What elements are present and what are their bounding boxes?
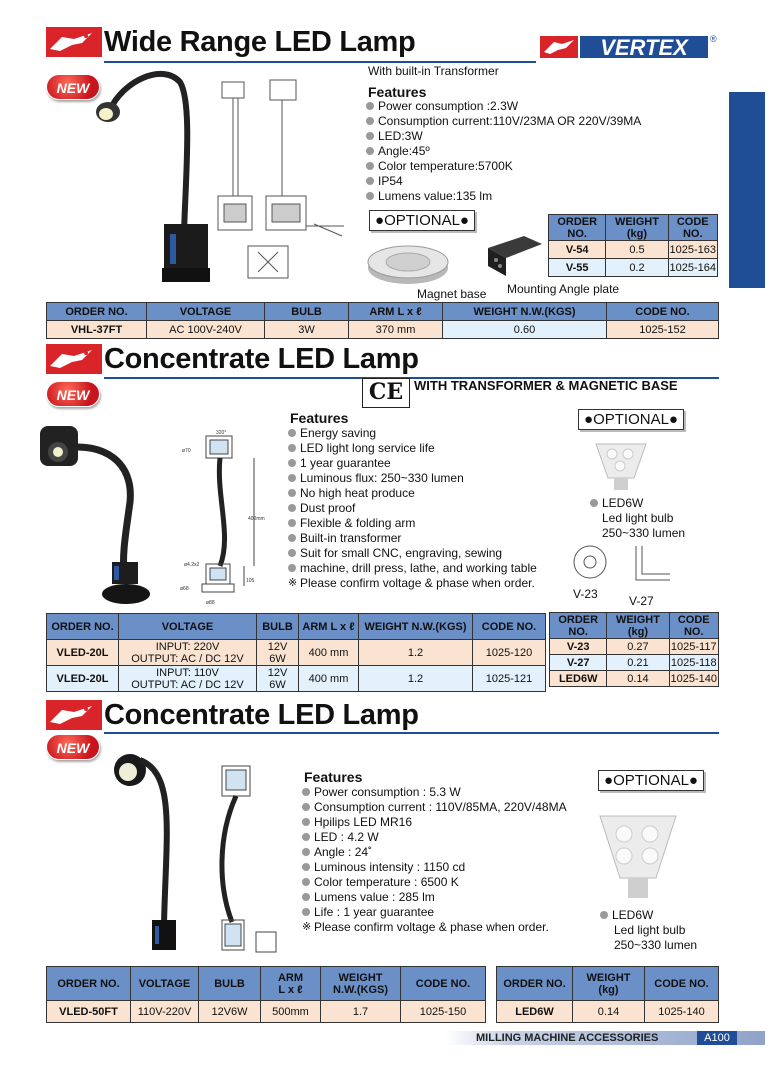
col-header: ARM L x ℓ — [261, 967, 321, 1001]
product2-optional-label: ●OPTIONAL● — [578, 409, 684, 430]
col-header: WEIGHT N.W.(KGS) — [359, 614, 473, 640]
cell: 1.2 — [359, 666, 473, 692]
product2-title: Concentrate LED Lamp — [104, 343, 419, 375]
feature-item: 1 year guarantee — [288, 456, 537, 471]
product3-main-table — [46, 966, 486, 1023]
mounting-angle-plate-image — [484, 230, 546, 280]
bulb-lumen: 250~330 lumen — [614, 938, 698, 952]
cell: 0.14 — [573, 1001, 645, 1023]
cell: V-54 — [549, 241, 606, 259]
cell: 12V6W — [199, 1001, 261, 1023]
feature-item: LED light long service life — [288, 441, 537, 456]
cell: INPUT: 220V OUTPUT: AC / DC 12V — [119, 640, 257, 666]
cell: 1025-164 — [668, 259, 717, 277]
title-rule — [104, 732, 719, 734]
feature-note: ※ Please confirm voltage & phase when order. — [288, 576, 535, 590]
feature-item: Suit for small CNC, engraving, sewing — [288, 546, 537, 561]
col-header: WEIGHT (kg) — [573, 967, 645, 1001]
feature-item: Life : 1 year guarantee — [302, 905, 567, 920]
col-header: ORDER NO. — [47, 614, 119, 640]
product3-feature-list — [302, 785, 567, 935]
feature-item: Dust proof — [288, 501, 537, 516]
feature-item: Angle:45º — [366, 144, 641, 159]
feature-item: Color temperature:5700K — [366, 159, 641, 174]
cell: 1025-140 — [645, 1001, 719, 1023]
bulb-desc: Led light bulb — [614, 923, 686, 937]
brand-eagle-icon — [46, 27, 102, 57]
col-header: BULB — [199, 967, 261, 1001]
bulb-desc: Led light bulb — [602, 511, 674, 525]
col-header: VOLTAGE — [119, 614, 257, 640]
feature-item: Color temperature : 6500 K — [302, 875, 567, 890]
feature-item: Luminous flux: 250~330 lumen — [288, 471, 537, 486]
cell: VLED-20L — [47, 640, 119, 666]
product1-feature-list — [366, 99, 641, 204]
led-bulb-image — [590, 438, 652, 492]
cell: V-27 — [550, 655, 607, 671]
feature-item: Lumens value:135 lm — [366, 189, 641, 204]
dim-label: ø4.2x2 — [184, 562, 200, 568]
col-header: ORDER NO. — [47, 303, 147, 321]
cell: VLED-20L — [47, 666, 119, 692]
col-header: ORDER NO. — [47, 967, 131, 1001]
feature-item: Lumens value : 285 lm — [302, 890, 567, 905]
col-header: CODE NO. — [645, 967, 719, 1001]
cell: 3W — [265, 321, 349, 339]
dim-label: ø68 — [180, 586, 189, 592]
col-header: WEIGHT N.W.(KGS) — [443, 303, 607, 321]
feature-item: Flexible & folding arm — [288, 516, 537, 531]
cell: 12V 6W — [257, 666, 299, 692]
product1-technical-drawing — [214, 76, 354, 284]
feature-item: LED : 4.2 W — [302, 830, 567, 845]
feature-item: Energy saving — [288, 426, 537, 441]
dim-label: ø70 — [182, 448, 191, 454]
cell: 1.7 — [321, 1001, 401, 1023]
feature-item: Power consumption :2.3W — [366, 99, 641, 114]
product3-optional-table — [496, 966, 719, 1023]
col-header: CODE NO. — [668, 215, 717, 241]
feature-item: Hpilips LED MR16 — [302, 815, 567, 830]
cell: 0.5 — [606, 241, 668, 259]
cell: INPUT: 110V OUTPUT: AC / DC 12V — [119, 666, 257, 692]
led-bulb-image — [594, 806, 684, 906]
col-header: VOLTAGE — [131, 967, 199, 1001]
registered-mark: ® — [710, 34, 717, 44]
logo-text: VERTEX — [600, 35, 688, 60]
cell: 0.14 — [607, 671, 669, 687]
footer-section: MILLING MACHINE ACCESSORIES — [476, 1032, 659, 1044]
vertex-logo — [540, 30, 716, 64]
product3-features-heading: Features — [304, 769, 363, 785]
col-header: CODE NO. — [401, 967, 486, 1001]
cell: 1025-120 — [473, 640, 546, 666]
side-tab — [729, 92, 777, 288]
product3-lamp-image — [106, 744, 202, 954]
product3-title: Concentrate LED Lamp — [104, 699, 419, 731]
cell: 0.27 — [607, 639, 669, 655]
cell: 1025-118 — [670, 656, 717, 669]
new-badge: NEW — [46, 734, 100, 760]
bracket-label-v23: V-23 — [573, 587, 598, 601]
magnet-base-image — [366, 238, 450, 286]
cell: 12V 6W — [257, 640, 299, 666]
ce-mark: CE — [362, 378, 410, 408]
col-header: WEIGHT (kg) — [607, 613, 669, 639]
cell: 500mm — [261, 1001, 321, 1023]
col-header: ORDER NO. — [550, 613, 607, 639]
product2-subtitle: WITH TRANSFORMER & MAGNETIC BASE — [414, 378, 678, 393]
cell: V-23 — [550, 639, 607, 655]
cell: 110V-220V — [131, 1001, 199, 1023]
feature-item: Power consumption : 5.3 W — [302, 785, 567, 800]
cell: 1025-121 — [473, 666, 546, 692]
bulb-name: LED6W — [600, 908, 697, 923]
col-header: WEIGHT (kg) — [606, 215, 668, 241]
feature-item: Angle : 24˚ — [302, 845, 567, 860]
product3-technical-drawing — [208, 746, 294, 962]
cell: 1.2 — [359, 640, 473, 666]
new-badge: NEW — [46, 381, 100, 407]
product1-lamp-image — [92, 62, 212, 288]
cell: 1025-152 — [607, 321, 719, 339]
cell: 0.2 — [606, 259, 668, 277]
col-header: ORDER NO. — [549, 215, 606, 241]
col-header: BULB — [257, 614, 299, 640]
product3-bulb-caption — [600, 908, 697, 953]
cell: LED6W — [550, 671, 607, 687]
feature-item: Consumption current:110V/23MA OR 220V/39MA — [366, 114, 641, 129]
product1-features-heading: Features — [368, 84, 427, 100]
product1-optional-label: ●OPTIONAL● — [369, 210, 475, 231]
side-tab-label: LAMP BEAM — [765, 134, 777, 206]
col-header: ARM L x ℓ — [299, 614, 359, 640]
product2-bulb-caption — [590, 496, 685, 541]
page-number: A100 — [697, 1031, 737, 1045]
cell: 1025-163 — [668, 241, 717, 259]
col-header: CODE NO. — [607, 303, 719, 321]
col-header: ORDER NO. — [497, 967, 573, 1001]
cell: AC 100V-240V — [147, 321, 265, 339]
cell: 0.60 — [443, 321, 607, 339]
col-header: ARM L x ℓ — [349, 303, 443, 321]
dim-label: 105 — [246, 578, 255, 584]
bracket-label-v27: V-27 — [629, 594, 654, 608]
col-header: VOLTAGE — [147, 303, 265, 321]
dim-label: ø88 — [206, 600, 215, 606]
product2-lamp-image — [34, 412, 164, 608]
cell: VHL-37FT — [47, 321, 147, 339]
magnet-base-caption: Magnet base — [417, 287, 487, 301]
cell: LED6W — [497, 1001, 573, 1023]
dim-label: 320° — [216, 430, 227, 436]
cell: 1025-150 — [401, 1001, 486, 1023]
feature-item: machine, drill press, lathe, and working table — [288, 561, 537, 576]
feature-item: Consumption current : 110V/85MA, 220V/48MA — [302, 800, 567, 815]
product3-optional-label: ●OPTIONAL● — [598, 770, 704, 791]
feature-item: LED:3W — [366, 129, 641, 144]
bulb-lumen: 250~330 lumen — [602, 526, 686, 540]
product2-optional-table — [549, 612, 719, 687]
col-header: CODE NO. — [473, 614, 546, 640]
product2-main-table — [46, 613, 546, 692]
feature-item: Built-in transformer — [288, 531, 537, 546]
feature-item: No high heat produce — [288, 486, 537, 501]
cell: VLED-50FT — [47, 1001, 131, 1023]
bulb-name: LED6W — [590, 496, 685, 511]
feature-item: Luminous intensity : 1150 cd — [302, 860, 567, 875]
brand-eagle-icon — [46, 344, 102, 374]
mounting-plate-caption: Mounting Angle plate — [507, 282, 620, 296]
product1-optional-table — [548, 214, 718, 277]
col-header: WEIGHT N.W.(KGS) — [321, 967, 401, 1001]
cell: 0.21 — [607, 655, 669, 671]
product1-subtitle: With built-in Transformer — [368, 64, 499, 78]
feature-note: ※ Please confirm voltage & phase when order. — [302, 920, 549, 934]
product1-title: Wide Range LED Lamp — [104, 26, 416, 58]
cell: 400 mm — [299, 640, 359, 666]
product2-feature-list — [288, 426, 537, 591]
feature-item: IP54 — [366, 174, 641, 189]
cell: 400 mm — [299, 666, 359, 692]
new-badge: NEW — [46, 74, 100, 100]
cell: 1025-117 — [670, 640, 717, 653]
cell: V-55 — [549, 259, 606, 277]
col-header: BULB — [265, 303, 349, 321]
product2-features-heading: Features — [290, 410, 349, 426]
product2-technical-drawing — [180, 426, 276, 610]
cell: 1025-140 — [670, 672, 717, 685]
dim-label: 400mm — [248, 516, 265, 522]
col-header: CODE NO. — [669, 613, 718, 639]
cell: 370 mm — [349, 321, 443, 339]
product1-main-table — [46, 302, 719, 339]
brand-eagle-icon — [46, 700, 102, 730]
